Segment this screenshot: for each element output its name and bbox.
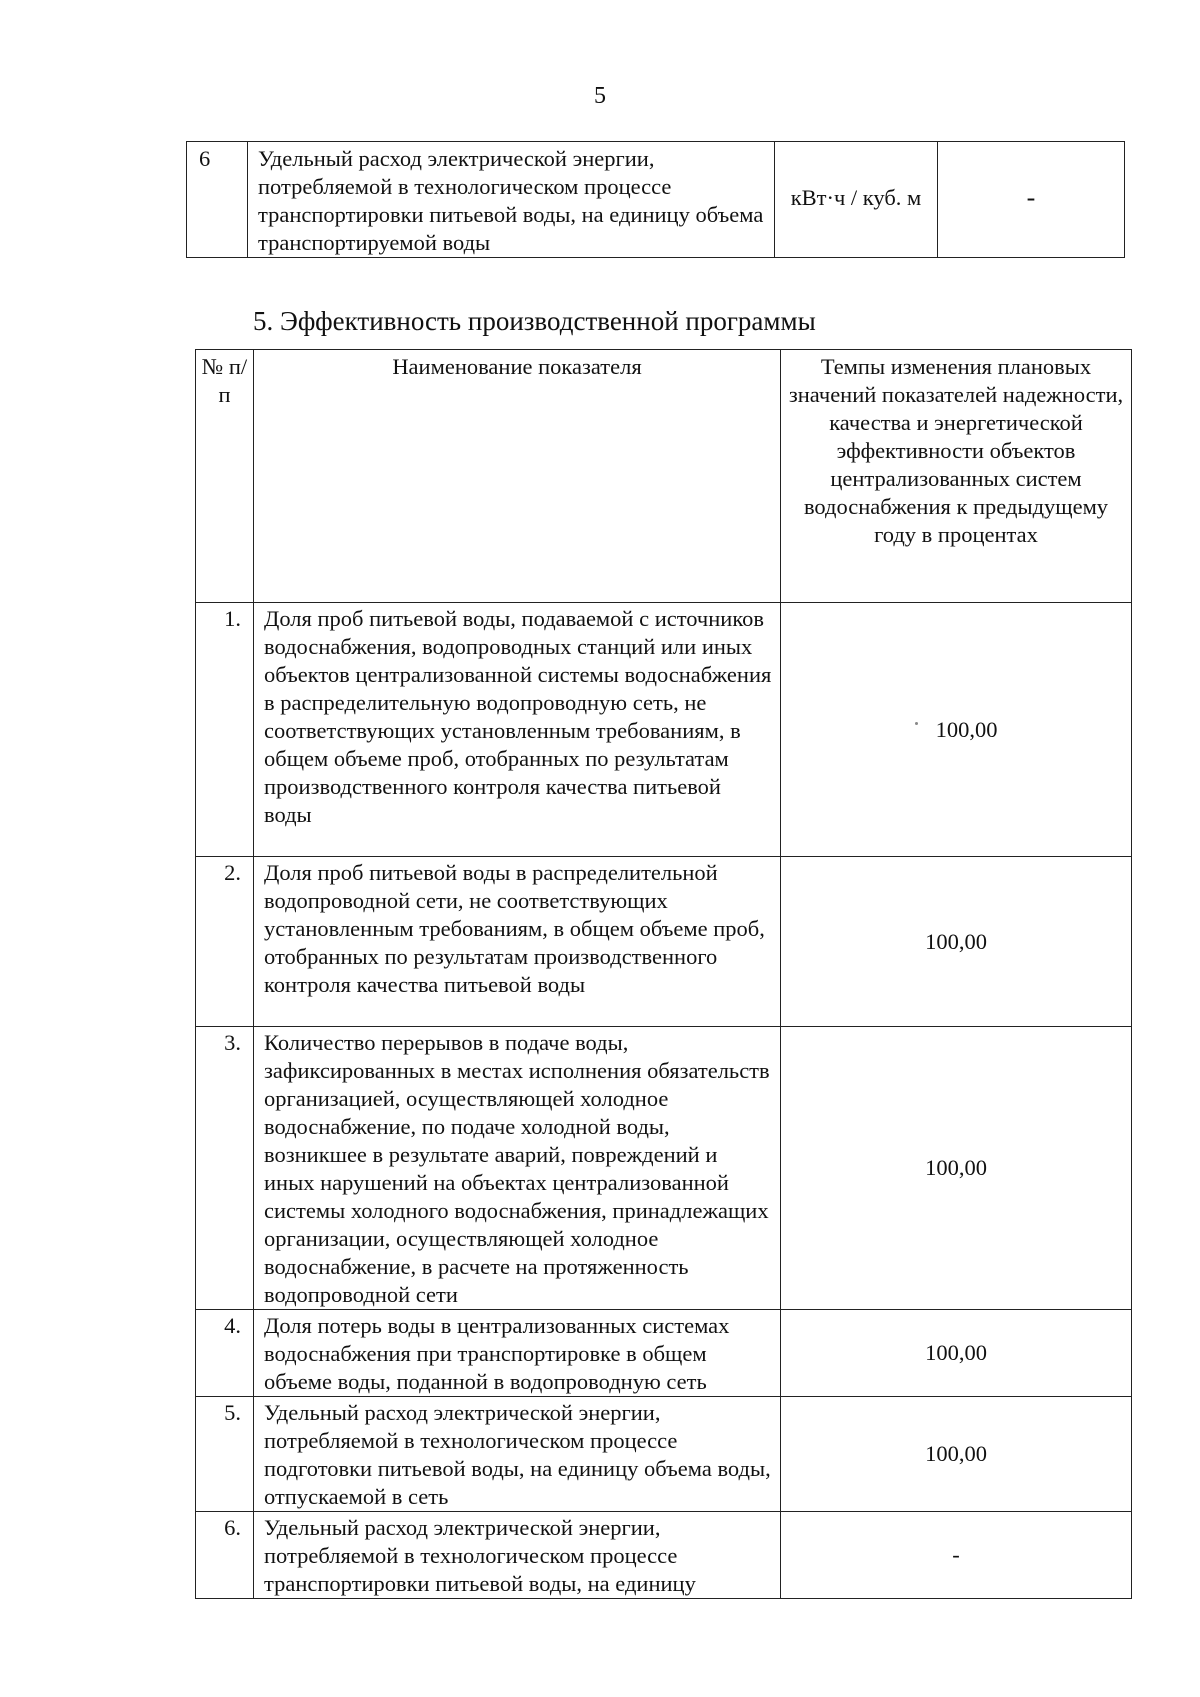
indicator-name: Доля потерь воды в централизованных системах водоснабжения при транспортировке в общем объеме воды, поданной в водопроводную сеть [254,1310,781,1397]
value-cell: 100,00 [781,1027,1132,1310]
header-rate: Темпы изменения плановых значений показателей надежности, качества и энергетической эффективности объектов централизованных систем водоснабжения к предыдущему году в процентах [781,350,1132,603]
indicator-name: Удельный расход электрической энергии, потребляемой в технологическом процессе транспортировки питьевой воды, на единицу объема транспортируемой воды [248,142,775,258]
row-number: 2. [196,857,254,1027]
efficiency-table [195,349,1132,1599]
value-cell: 100,00 [781,1310,1132,1397]
page-number: 5 [594,83,606,109]
indicator-name: Доля проб питьевой воды в распределительной водопроводной сети, не соответствующих установленным требованиям, в общем объеме проб, отобранных по результатам производственного контроля качества питьевой воды [254,857,781,1027]
table-row [196,857,1132,1027]
value-cell [781,603,1132,857]
indicator-name: Удельный расход электрической энергии, потребляемой в технологическом процессе транспортировки питьевой воды, на единицу [254,1512,781,1599]
scan-dot [915,722,918,725]
indicator-name: Количество перерывов в подаче воды, зафиксированных в местах исполнения обязательств организацией, осуществляющей холодное водоснабжение, по подаче холодной воды, возникшее в результате аварий, повреждений и иных нарушений на объектах централизованной системы холодного водоснабжения, принадлежащих организации, осуществляющей холодное водоснабжение, в расчете на протяженность водопроводной сети [254,1027,781,1310]
value-cell: - [781,1512,1132,1599]
header-row [196,350,1132,603]
value-cell: 100,00 [781,1397,1132,1512]
row-number: 5. [196,1397,254,1512]
indicator-name: Доля проб питьевой воды, подаваемой с источников водоснабжения, водопроводных станций или иных объектов централизованной системы водоснабжения в распределительную водопроводную сеть, не соответствующих установленным требованиям, в общем объеме проб, отобранных по результатам производственного контроля качества питьевой воды [254,603,781,857]
row-number: 3. [196,1027,254,1310]
table-row [196,1512,1132,1599]
indicator-name: Удельный расход электрической энергии, потребляемой в технологическом процессе подготовки питьевой воды, на единицу объема воды, отпускаемой в сеть [254,1397,781,1512]
row-number: 4. [196,1310,254,1397]
header-name: Наименование показателя [254,350,781,603]
value-cell: - [938,142,1125,258]
row-number: 6. [196,1512,254,1599]
header-number: № п/п [196,350,254,603]
row-number: 6 [187,142,248,258]
value-text: 100,00 [935,716,998,742]
value-cell: 100,00 [781,857,1132,1027]
continued-table [186,141,1125,258]
row-number: 1. [196,603,254,857]
table-row [196,1397,1132,1512]
table-row [196,1027,1132,1310]
table-row [196,603,1132,857]
table-row [196,1310,1132,1397]
unit-cell: кВт·ч / куб. м [775,142,938,258]
section-title: 5. Эффективность производственной программы [253,306,816,336]
table-row [187,142,1125,258]
